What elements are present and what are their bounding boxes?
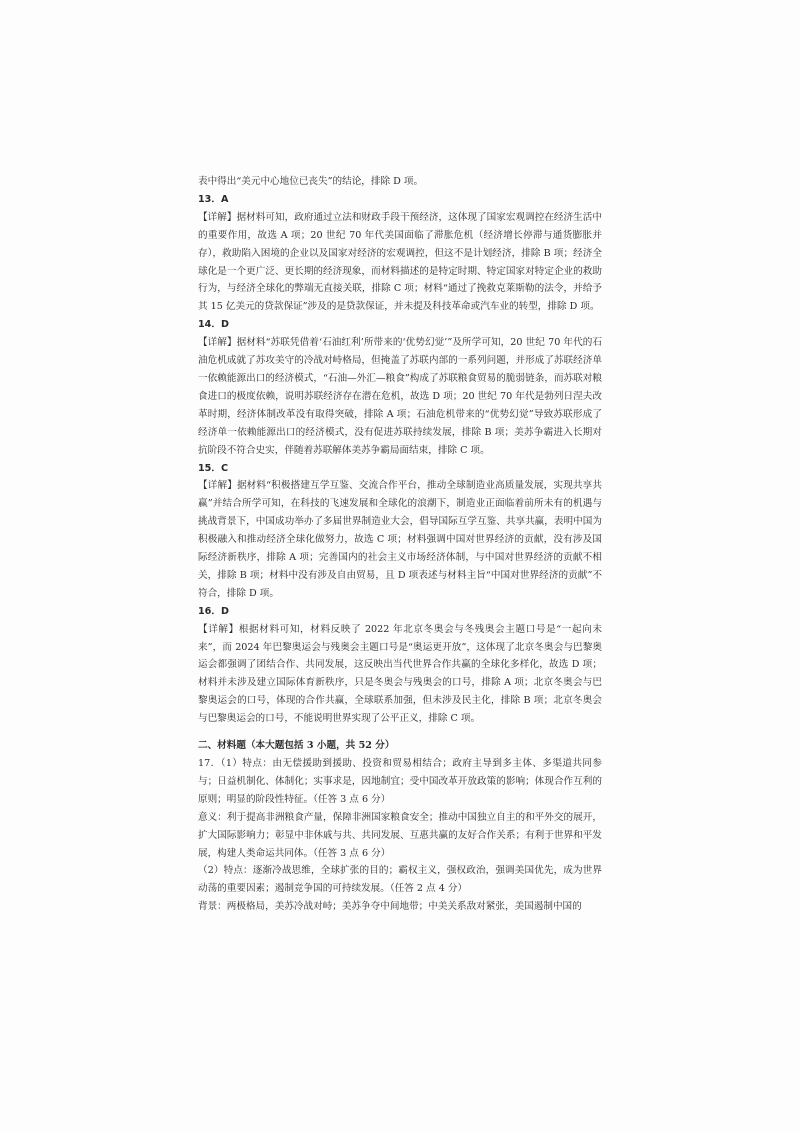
question-15-text: 据材料“积极搭建互学互鉴、交流合作平台，推动全球制造业高质量发展，实现共享共赢”并结合所学可知，在科技的飞速发展和全球化的浪潮下，制造业正面临着前所未有的机遇与挑战背景下，中国成功举办了多届世界制造业大会，倡导国际互学互鉴、共享共赢，表明中国为积极融入和推动经济全球化做努力，故选 C 项；材料强调中国对世界经济的贡献，没有涉及国际经济新秩序，排除 A 项；完善国内的社会主义市场经济体制，与中国对世界经济的贡献不相关，排除 B 项；材料中没有涉及自由贸易，且 D 项表述与材料主旨“中国对世界经济的贡献”不符合，排除 D 项。 [198,480,602,599]
question-17-significance: 意义：利于提高非洲粮食产量，保障非洲国家粮食安全；推动中国独立自主的和平外交的展开，扩大国际影响力；彰显中非休戚与共、共同发展、互惠共赢的友好合作关系；有利于世界和平发展，构建人类命运共同体。（任答 3 点 6 分） [198,811,602,859]
question-14-number: 14．D [198,319,229,331]
detail-tag: 【详解】 [198,211,237,223]
question-13-text: 据材料可知，政府通过立法和财政手段干预经济，这体现了国家宏观调控在经济生活中的重要作用，故选 A 项；20 世纪 70 年代美国面临了滞胀危机（经济增长停滞与通货膨胀并存），救助陷入困境的企业以及国家对经济的宏观调控，但这不是计划经济，排除 B 项；经济全球化是一个更广泛、更长期的经济现象，而材料描述的是特定时期、特定国家对特定企业的救助行为，与经济全球化的弊端无直接关联，排除 C 项；材料“通过了挽救克莱斯勒的法令，并给予其 15 亿美元的贷款保证”涉及的是贷款保证，并未提及科技革命或汽车业的转型，排除 D 项。 [198,211,603,313]
question-16-number: 16．D [198,605,229,617]
question-16-text: 根据材料可知，材料反映了 2022 年北京冬奥会与冬残奥会主题口号是“一起向未来”，而 2024 年巴黎奥运会与残奥会主题口号是“奥运更开放”，这体现了北京冬奥会与巴黎奥运会都强调了团结合作、共同发展，这反映出当代世界合作共赢的全球化多样化，故选 D 项；材料并未涉及建立国际体育新秩序，只是冬奥会与残奥会的口号，排除 A 项；北京冬奥会与巴黎奥运会的口号，体现的合作共赢，全球联系加强，但未涉及民主化，排除 B 项；北京冬奥会与巴黎奥运会的口号，不能说明世界实现了公平正义，排除 C 项。 [198,623,603,725]
detail-tag: 【详解】 [198,480,237,492]
question-17-part1: 17．（1）特点：由无偿援助到援助、投资和贸易相结合；政府主导到多主体、多渠道共同参与；日益机制化、体制化；实事求是，因地制宜；受中国改革开放政策的影响；体现合作互利的原则；明显的阶段性特征。（任答 3 点 6 分） [198,758,602,805]
question-14-detail [198,334,602,459]
question-14-text: 据材料“苏联凭借着‘石油红利’所带来的‘优势幻觉’”及所学可知，20 世纪 70 年代的石油危机成就了苏攻美守的冷战对峙格局，但掩盖了苏联内部的一系列问题，并形成了苏联经济单一依赖能源出口的经济模式，“石油—外汇—粮食”构成了苏联粮食贸易的脆弱链条，而苏联对粮食进口的极度依赖，说明苏联经济存在潜在危机，故选 D 项；20 世纪 70 年代是勃列日涅夫改革时期，经济体制改革没有取得突破，排除 A 项；石油危机带来的“优势幻觉”导致苏联形成了经济单一依赖能源出口的经济模式，没有促进苏联持续发展，排除 B 项；美苏争霸进入长期对抗阶段不符合史实，伴随着苏联解体美苏争霸局面结束，排除 C 项。 [198,337,603,456]
question-17-background: 背景：两极格局，美苏冷战对峙；美苏争夺中间地带；中美关系敌对紧张，美国遏制中国的 [198,901,582,913]
intro-tail: 表中得出“美元中心地位已丧失”的结论，排除 D 项。 [198,176,424,187]
question-17-part2: （2）特点：逐渐冷战思维，全球扩张的目的；霸权主义，强权政治，强调美国优先，成为世界动荡的重要因素；遏制竞争国的可持续发展。（任答 2 点 4 分） [198,865,602,895]
answer-content [198,173,602,916]
detail-tag: 【详解】 [198,337,237,349]
question-13-number: 13．A [198,193,229,205]
question-13-detail [198,209,602,316]
question-15-number: 15．C [198,462,228,474]
detail-tag: 【详解】 [198,623,239,635]
question-15-detail [198,477,602,602]
section-title: 二、材料题（本大题包括 3 小题，共 52 分） [198,740,395,752]
question-16-detail [198,621,602,728]
